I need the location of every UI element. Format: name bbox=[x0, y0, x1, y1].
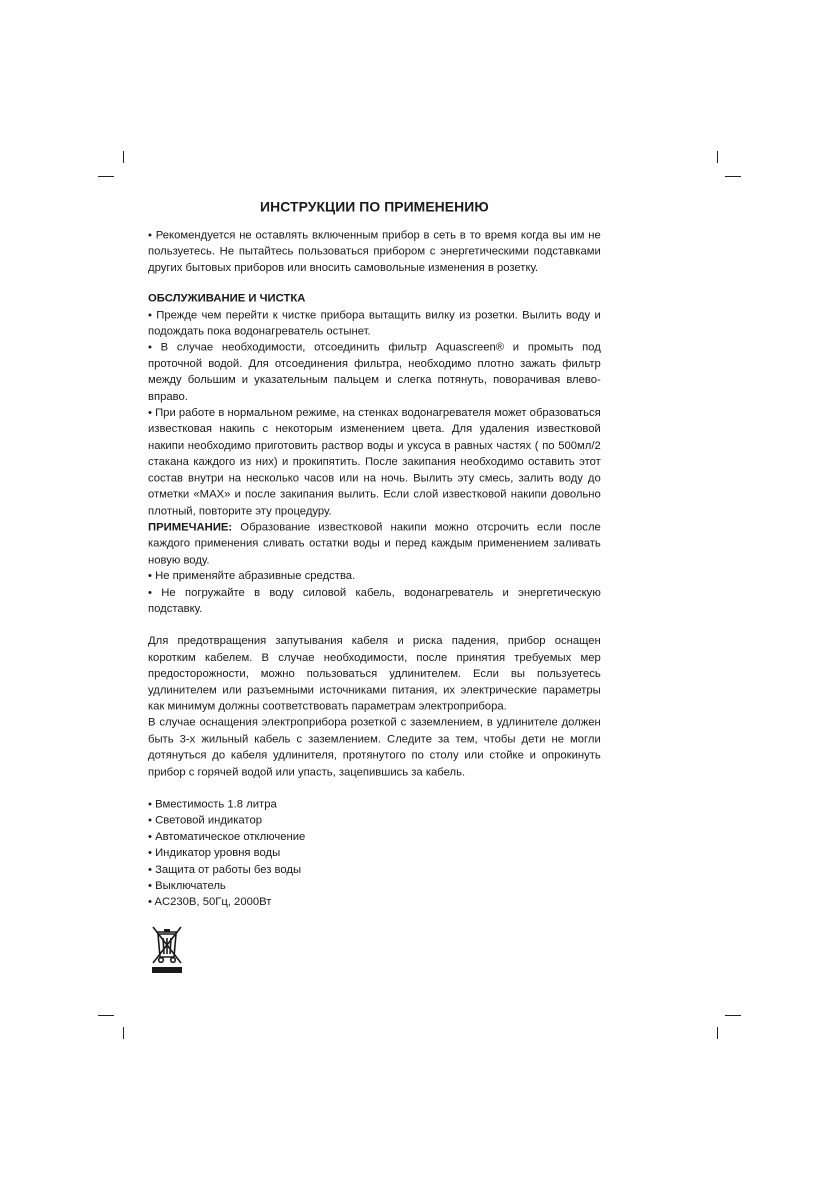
instructions-page bbox=[148, 198, 601, 910]
crop-mark bbox=[123, 151, 124, 163]
maintenance-paragraph: • Прежде чем перейти к чистке прибора вытащить вилку из розетки. Вылить воду и подождать пока водонагреватель остынет. bbox=[148, 307, 601, 337]
crop-mark bbox=[725, 1015, 741, 1016]
maintenance-paragraph: • В случае необходимости, отсоединить фильтр Aquascreen® и промыть под проточной водой. Для отсоединения фильтра, необходимо плотно зажать фильтр между большим и указательным пальцем и слегка потянуть, поворачивая влево-вправо. bbox=[148, 340, 601, 403]
crop-mark bbox=[98, 176, 114, 177]
page-title: ИНСТРУКЦИИ ПО ПРИМЕНЕНИЮ bbox=[260, 199, 489, 215]
feature-item: • Вместимость 1.8 литра bbox=[148, 797, 277, 810]
crop-mark bbox=[98, 1015, 114, 1016]
maintenance-paragraph: • При работе в нормальном режиме, на стенках водонагревателя может образоваться известковая накипь с некоторым изменением цвета. Для удаления известковой накипи необходимо приготовить раствор воды и уксуса в равных частях ( по 500мл/2 стакана каждого из них) и прокипятить. После закипания необходимо оставить этот состав внутри на несколько часов или на ночь. Вылить эту смесь, залить воду до отметки «MAX» и после закипания вылить. Если слой известковой накипи довольно плотный, повторите эту процедуру. bbox=[148, 405, 601, 517]
cable-paragraph: Для предотвращения запутывания кабеля и риска падения, прибор оснащен коротким кабелем. В случае необходимости, после принятия требуемых мер предосторожности, можно пользоваться удлинителем. Если вы пользуетесь удлинителем или разъемными источниками питания, их электрические параметры как минимум должны соответствовать параметрам электроприбора. bbox=[148, 634, 601, 713]
cable-paragraph: В случае оснащения электроприбора розеткой с заземлением, в удлинителе должен быть 3-х жильный кабель с заземлением. Следите за тем, чтобы дети не могли дотянуться до кабеля удлинителя, протянутого по столу или стойке и опрокинуть прибор с горячей водой или упасть, зацепившись за кабель. bbox=[148, 715, 601, 778]
crop-mark bbox=[717, 1027, 718, 1039]
feature-item: • Автоматическое отключение bbox=[148, 829, 306, 843]
note-text: Образование известковой накипи можно отсрочить если после каждого применения сливать остатки воды и перед каждым применением заливать новую воду. bbox=[148, 520, 601, 566]
warning-item: • Не погружайте в воду силовой кабель, водонагреватель и энергетическую подставку. bbox=[148, 585, 601, 615]
feature-item: • Световой индикатор bbox=[148, 813, 262, 827]
intro-paragraph: • Рекомендуется не оставлять включенным прибор в сеть в то время когда вы им не пользуетесь. Не пытайтесь пользоваться прибором с энергетическими подставками других бытовых приборов или вносить самовольные изменения в розетку. bbox=[148, 228, 601, 274]
crop-mark bbox=[717, 151, 718, 163]
feature-item: • AC230В, 50Гц, 2000Вт bbox=[148, 895, 272, 908]
feature-item: • Защита от работы без воды bbox=[148, 862, 302, 876]
feature-list bbox=[148, 796, 601, 910]
weee-bin-icon bbox=[150, 924, 184, 974]
feature-item: • Индикатор уровня воды bbox=[148, 846, 281, 859]
note-label: ПРИМЕЧАНИЕ: bbox=[148, 520, 233, 533]
crop-mark bbox=[725, 176, 741, 177]
crop-mark bbox=[123, 1027, 124, 1039]
section-heading-maintenance: ОБСЛУЖИВАНИЕ И ЧИСТКА bbox=[148, 291, 306, 305]
warning-item: • Не применяйте абразивные средства. bbox=[148, 569, 356, 582]
feature-item: • Выключатель bbox=[148, 878, 226, 892]
note-paragraph bbox=[148, 519, 601, 568]
